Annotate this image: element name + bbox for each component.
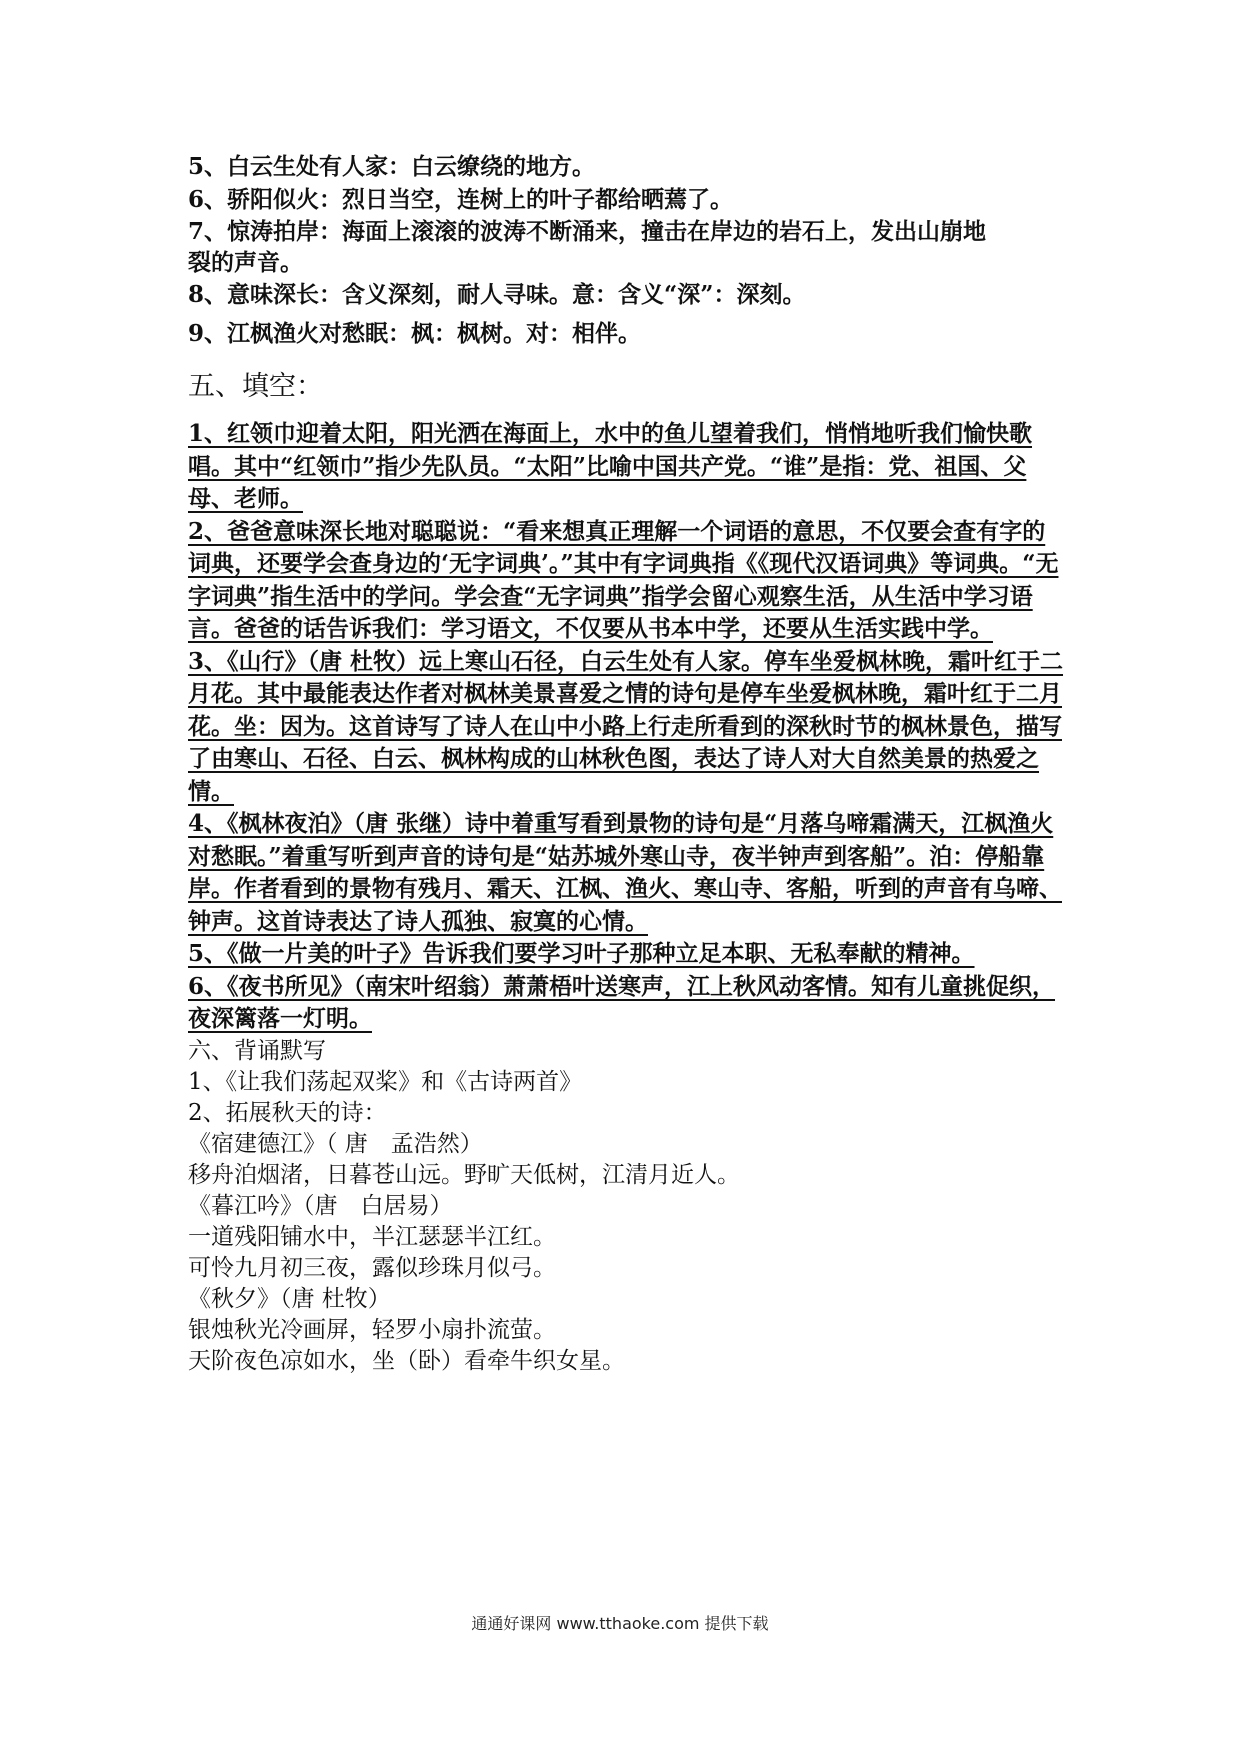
poem-title-1: 《宿建德江》（ 唐 孟浩然） <box>188 1130 483 1157</box>
poem-line: 银烛秋光冷画屏，轻罗小扇扑流萤。 <box>188 1316 556 1343</box>
vocab-8: 8、意味深长：含义深刻，耐人寻味。意：含义“深”：深刻。 <box>188 281 806 308</box>
vocab-5: 5、白云生处有人家：白云缭绕的地方。 <box>188 153 596 180</box>
poem-line: 天阶夜色凉如水，坐（卧）看牵牛织女星。 <box>188 1347 625 1374</box>
fill-item-1: 1、红领巾迎着太阳，阳光洒在海面上，水中的鱼儿望着我们，悄悄地听我们愉快歌唱。其中“红领巾”指少先队员。“太阳”比喻中国共产党。“谁”是指：党、祖国、父母、老师。 <box>188 420 1033 512</box>
vocab-7: 7、惊涛拍岸：海面上滚滚的波涛不断涌来，撞击在岸边的岩石上，发出山崩地 <box>188 218 987 245</box>
section-fill-heading: 五、填空： <box>188 371 323 402</box>
poem-line: 一道残阳铺水中，半江瑟瑟半江红。 <box>188 1223 556 1250</box>
fill-item-6: 6、《夜书所见》（南宋叶绍翁）萧萧梧叶送寒声，江上秋风动客情。知有儿童挑促织，夜深篱落一灯明。 <box>188 972 1056 1032</box>
recite-item-2: 2、拓展秋天的诗： <box>188 1099 387 1126</box>
poem-title-3: 《秋夕》（唐 杜牧） <box>188 1285 391 1312</box>
poem-title-2: 《暮江吟》（唐 白居易） <box>188 1192 453 1219</box>
poem-line: 可怜九月初三夜，露似珍珠月似弓。 <box>188 1254 556 1281</box>
document-page <box>188 150 1068 1377</box>
vocab-7-cont: 裂的声音。 <box>188 249 303 276</box>
recite-item-1: 1、《让我们荡起双桨》和《古诗两首》 <box>188 1068 583 1095</box>
fill-item-4: 4、《枫林夜泊》（唐 张继）诗中着重写看到景物的诗句是“月落乌啼霜满天，江枫渔火对愁眠。”着重写听到声音的诗句是“姑苏城外寒山寺，夜半钟声到客船”。泊：停船靠岸。作者看到的景物有残月、霜天、江枫、渔火、寒山寺、客船，听到的声音有乌啼、钟声。这首诗表达了诗人孤独、寂寞的心情。 <box>188 810 1062 935</box>
fill-item-2: 2、爸爸意味深长地对聪聪说：“看来想真正理解一个词语的意思，不仅要会查有字的词典，还要学会查身边的‘无字词典’。”其中有字词典指《《现代汉语词典》等词典。“无字词典”指生活中的学问。学会查“无字词典”指学会留心观察生活，从生活中学习语言。爸爸的话告诉我们：学习语文，不仅要从书本中学，还要从生活实践中学。 <box>188 517 1059 642</box>
poem-line: 移舟泊烟渚，日暮苍山远。野旷天低树，江清月近人。 <box>188 1161 740 1188</box>
vocab-6: 6、骄阳似火：烈日当空，连树上的叶子都给晒蔫了。 <box>188 186 734 213</box>
section-recite-heading: 六、背诵默写 <box>188 1037 326 1064</box>
fill-item-3: 3、《山行》（唐 杜牧）远上寒山石径，白云生处有人家。停车坐爱枫林晚，霜叶红于二月花。其中最能表达作者对枫林美景喜爱之情的诗句是停车坐爱枫林晚，霜叶红于二月花。坐：因为。这首诗写了诗人在山中小路上行走所看到的深秋时节的枫林景色，描写了由寒山、石径、白云、枫林构成的山林秋色图，表达了诗人对大自然美景的热爱之情。 <box>188 647 1064 805</box>
fill-item-5: 5、《做一片美的叶子》告诉我们要学习叶子那种立足本职、无私奉献的精神。 <box>188 940 975 967</box>
vocab-9: 9、江枫渔火对愁眠：枫：枫树。对：相伴。 <box>188 320 642 347</box>
footer-credit: 通通好课网 www.tthaoke.com 提供下载 <box>471 1614 769 1633</box>
